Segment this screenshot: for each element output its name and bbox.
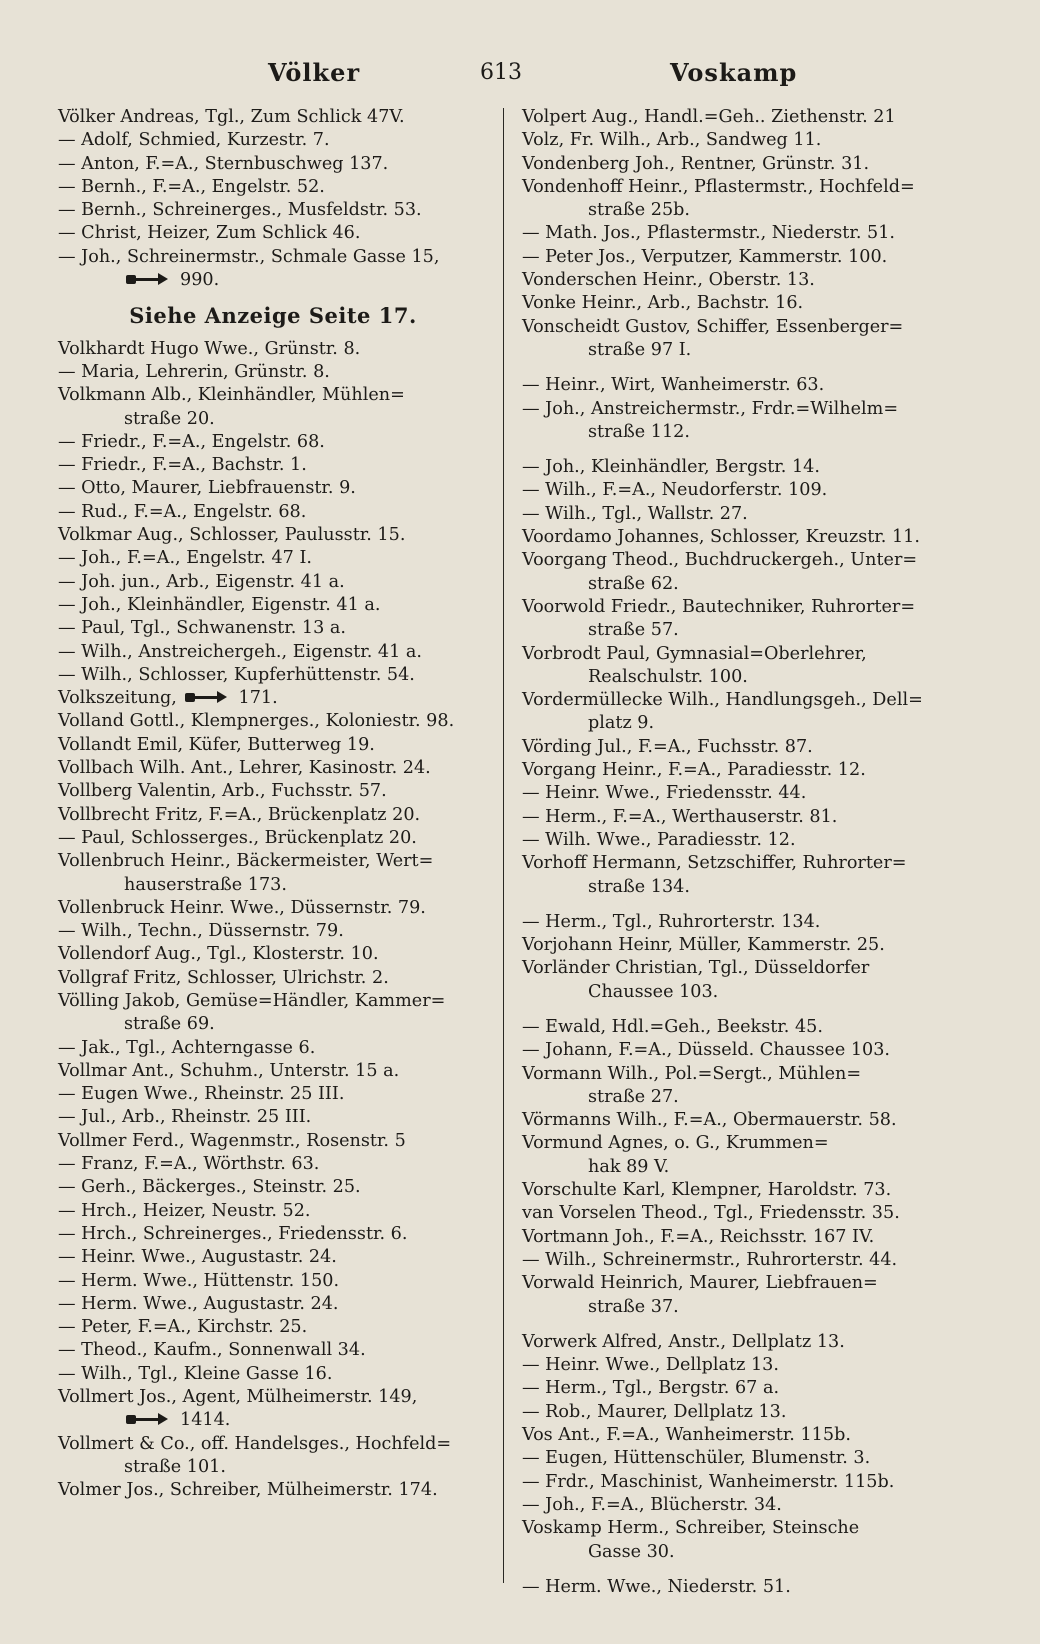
entry-continuation: hak 89 V. bbox=[588, 1156, 670, 1177]
directory-entry: Vollbach Wilh. Ant., Lehrer, Kasinostr. 24. bbox=[58, 758, 431, 779]
telephone-number-text: 990. bbox=[180, 270, 220, 291]
directory-entry: Vörding Jul., F.=A., Fuchsstr. 87. bbox=[522, 736, 813, 757]
directory-entry: Vortmann Joh., F.=A., Reichsstr. 167 IV. bbox=[522, 1226, 875, 1247]
directory-entry: Vordermüllecke Wilh., Handlungsgeh., Dell= bbox=[522, 690, 923, 711]
entry-continuation: platz 9. bbox=[588, 713, 655, 734]
directory-entry: Vorjohann Heinr, Müller, Kammerstr. 25. bbox=[522, 935, 885, 956]
directory-entry: — Jak., Tgl., Achterngasse 6. bbox=[58, 1037, 316, 1058]
directory-entry: — Math. Jos., Pflastermstr., Niederstr. 51. bbox=[522, 223, 896, 244]
directory-entry: — Joh. jun., Arb., Eigenstr. 41 a. bbox=[58, 571, 345, 592]
page-header bbox=[58, 58, 978, 98]
telephone-icon bbox=[183, 688, 233, 706]
directory-entry: — Heinr., Wirt, Wanheimerstr. 63. bbox=[522, 375, 825, 396]
directory-entry: — Maria, Lehrerin, Grünstr. 8. bbox=[58, 361, 330, 382]
directory-entry: Vormund Agnes, o. G., Krummen= bbox=[522, 1133, 829, 1154]
directory-entry: Volkmar Aug., Schlosser, Paulusstr. 15. bbox=[58, 525, 406, 546]
directory-entry: — Friedr., F.=A., Engelstr. 68. bbox=[58, 431, 325, 452]
directory-entry: — Wilh., Tgl., Wallstr. 27. bbox=[522, 503, 748, 524]
directory-entry: Vorwerk Alfred, Anstr., Dellplatz 13. bbox=[522, 1331, 845, 1352]
directory-entry: — Gerh., Bäckerges., Steinstr. 25. bbox=[58, 1177, 361, 1198]
entry-continuation: Gasse 30. bbox=[588, 1541, 675, 1562]
directory-entry: — Wilh. Wwe., Paradiesstr. 12. bbox=[522, 829, 796, 850]
directory-entry: Vonderschen Heinr., Oberstr. 13. bbox=[522, 270, 815, 291]
directory-entry: — Herm., Tgl., Bergstr. 67 a. bbox=[522, 1378, 780, 1399]
entry-continuation: straße 62. bbox=[588, 573, 679, 594]
directory-entry: — Paul, Schlosserges., Brückenplatz 20. bbox=[58, 827, 417, 848]
header-left-keyword: Völker bbox=[268, 58, 361, 87]
directory-entry: — Ewald, Hdl.=Geh., Beekstr. 45. bbox=[522, 1016, 823, 1037]
directory-entry: — Friedr., F.=A., Bachstr. 1. bbox=[58, 455, 307, 476]
entry-continuation: straße 57. bbox=[588, 620, 679, 641]
directory-entry: — Peter Jos., Verputzer, Kammerstr. 100. bbox=[522, 246, 888, 267]
directory-entry: — Adolf, Schmied, Kurzestr. 7. bbox=[58, 130, 330, 151]
directory-entry: Volkhardt Hugo Wwe., Grünstr. 8. bbox=[58, 338, 361, 359]
entry-name: Volkszeitung, bbox=[58, 688, 177, 709]
right-column bbox=[522, 106, 977, 1599]
column-divider bbox=[503, 108, 504, 1583]
directory-entry: Vollendorf Aug., Tgl., Klosterstr. 10. bbox=[58, 944, 379, 965]
directory-entry: Voordamo Johannes, Schlosser, Kreuzstr. 11. bbox=[522, 527, 920, 548]
directory-entry: van Vorselen Theod., Tgl., Friedensstr. 35. bbox=[522, 1203, 900, 1224]
directory-entry: — Eugen Wwe., Rheinstr. 25 III. bbox=[58, 1084, 345, 1105]
directory-entry: — Eugen, Hüttenschüler, Blumenstr. 3. bbox=[522, 1448, 871, 1469]
directory-entry: — Wilh., Tgl., Kleine Gasse 16. bbox=[58, 1363, 333, 1384]
advertisement-notice: Siehe Anzeige Seite 17. bbox=[129, 303, 417, 329]
directory-entry: — Hrch., Schreinerges., Friedensstr. 6. bbox=[58, 1223, 408, 1244]
directory-entry: Vollmer Ferd., Wagenmstr., Rosenstr. 5 bbox=[58, 1130, 406, 1151]
entry-continuation: straße 101. bbox=[124, 1456, 226, 1477]
directory-entry: — Wilh., Techn., Düssernstr. 79. bbox=[58, 921, 344, 942]
directory-entry: — Joh., Schreinermstr., Schmale Gasse 15, bbox=[58, 246, 440, 267]
directory-entry: Vorhoff Hermann, Setzschiffer, Ruhrorter= bbox=[522, 853, 907, 874]
directory-entry: Volmer Jos., Schreiber, Mülheimerstr. 174. bbox=[58, 1480, 438, 1501]
directory-entry: — Johann, F.=A., Düsseld. Chaussee 103. bbox=[522, 1040, 891, 1061]
entry-continuation: straße 112. bbox=[588, 421, 690, 442]
header-right-keyword: Voskamp bbox=[670, 58, 798, 87]
telephone-number-text: 171. bbox=[238, 688, 278, 709]
directory-entry: Vonscheidt Gustov, Schiffer, Essenberger= bbox=[522, 316, 904, 337]
directory-entry: Vorbrodt Paul, Gymnasial=Oberlehrer, bbox=[522, 643, 867, 664]
entry-continuation: straße 27. bbox=[588, 1086, 679, 1107]
directory-entry: Vonke Heinr., Arb., Bachstr. 16. bbox=[522, 293, 804, 314]
entry-continuation: straße 37. bbox=[588, 1296, 679, 1317]
directory-entry: Volland Gottl., Klempnerges., Koloniestr. 98. bbox=[58, 711, 455, 732]
directory-entry: Volpert Aug., Handl.=Geh.. Ziethenstr. 21 bbox=[522, 107, 896, 127]
directory-entry: — Joh., F.=A., Engelstr. 47 I. bbox=[58, 548, 312, 569]
telephone-icon bbox=[124, 270, 174, 288]
directory-entry: — Herm. Wwe., Hüttenstr. 150. bbox=[58, 1270, 340, 1291]
entry-continuation: Chaussee 103. bbox=[588, 981, 719, 1002]
directory-entry: — Christ, Heizer, Zum Schlick 46. bbox=[58, 223, 361, 244]
entry-continuation: hauserstraße 173. bbox=[124, 874, 287, 895]
directory-entry: Volkmann Alb., Kleinhändler, Mühlen= bbox=[58, 385, 405, 406]
directory-entry: Völker Andreas, Tgl., Zum Schlick 47V. bbox=[58, 107, 405, 127]
directory-entry: — Joh., F.=A., Blücherstr. 34. bbox=[522, 1494, 782, 1515]
directory-entry: Vollberg Valentin, Arb., Fuchsstr. 57. bbox=[58, 781, 387, 802]
directory-entry: Vollmar Ant., Schuhm., Unterstr. 15 a. bbox=[58, 1060, 400, 1081]
directory-entry: Vorwald Heinrich, Maurer, Liebfrauen= bbox=[522, 1273, 878, 1294]
directory-entry: — Franz, F.=A., Wörthstr. 63. bbox=[58, 1154, 320, 1175]
directory-entry: — Heinr. Wwe., Friedensstr. 44. bbox=[522, 783, 807, 804]
directory-entry: — Rud., F.=A., Engelstr. 68. bbox=[58, 501, 307, 522]
directory-entry: — Wilh., Schreinermstr., Ruhrorterstr. 44. bbox=[522, 1249, 898, 1270]
directory-entry: — Peter, F.=A., Kirchstr. 25. bbox=[58, 1317, 308, 1338]
directory-entry: — Heinr. Wwe., Augustastr. 24. bbox=[58, 1247, 337, 1268]
directory-entry: — Otto, Maurer, Liebfrauenstr. 9. bbox=[58, 478, 356, 499]
directory-entry: — Herm. Wwe., Augustastr. 24. bbox=[58, 1293, 339, 1314]
telephone-number bbox=[58, 1409, 488, 1432]
entry-continuation: straße 25b. bbox=[588, 200, 690, 221]
directory-entry bbox=[58, 687, 488, 710]
directory-entry: — Herm. Wwe., Niederstr. 51. bbox=[522, 1576, 791, 1597]
entry-continuation: straße 134. bbox=[588, 876, 690, 897]
directory-entry: — Bernh., Schreinerges., Musfeldstr. 53. bbox=[58, 200, 422, 221]
directory-entry: Vorschulte Karl, Klempner, Haroldstr. 73. bbox=[522, 1180, 892, 1201]
directory-entry: — Paul, Tgl., Schwanenstr. 13 a. bbox=[58, 618, 346, 639]
directory-entry: — Joh., Kleinhändler, Bergstr. 14. bbox=[522, 457, 820, 478]
left-column bbox=[58, 106, 488, 1503]
directory-entry: Vondenhoff Heinr., Pflastermstr., Hochfeld= bbox=[522, 176, 915, 197]
entry-continuation: straße 20. bbox=[124, 408, 215, 429]
directory-entry: — Theod., Kaufm., Sonnenwall 34. bbox=[58, 1340, 366, 1361]
directory-entry: Vollenbruch Heinr., Bäckermeister, Wert= bbox=[58, 851, 434, 872]
directory-entry: Vörmanns Wilh., F.=A., Obermauerstr. 58. bbox=[522, 1110, 897, 1131]
directory-entry: Volz, Fr. Wilh., Arb., Sandweg 11. bbox=[522, 130, 822, 151]
directory-entry: Vollandt Emil, Küfer, Butterweg 19. bbox=[58, 734, 375, 755]
telephone-number-text: 1414. bbox=[180, 1410, 231, 1431]
telephone-number bbox=[58, 269, 488, 292]
directory-entry: — Bernh., F.=A., Engelstr. 52. bbox=[58, 176, 325, 197]
directory-entry: Vorgang Heinr., F.=A., Paradiesstr. 12. bbox=[522, 760, 866, 781]
directory-entry: — Jul., Arb., Rheinstr. 25 III. bbox=[58, 1107, 312, 1128]
directory-entry: — Heinr. Wwe., Dellplatz 13. bbox=[522, 1355, 779, 1376]
directory-entry: Voskamp Herm., Schreiber, Steinsche bbox=[522, 1518, 860, 1539]
directory-entry: Vormann Wilh., Pol.=Sergt., Mühlen= bbox=[522, 1063, 862, 1084]
entry-continuation: straße 69. bbox=[124, 1014, 215, 1035]
directory-entry: — Wilh., Anstreichergeh., Eigenstr. 41 a. bbox=[58, 641, 422, 662]
directory-entry: Vollgraf Fritz, Schlosser, Ulrichstr. 2. bbox=[58, 967, 389, 988]
telephone-icon bbox=[124, 1410, 174, 1428]
directory-entry: — Wilh., Schlosser, Kupferhüttenstr. 54. bbox=[58, 664, 415, 685]
directory-entry: — Herm., Tgl., Ruhrorterstr. 134. bbox=[522, 911, 821, 932]
directory-entry: — Joh., Anstreichermstr., Frdr.=Wilhelm= bbox=[522, 398, 899, 419]
directory-entry: Voorgang Theod., Buchdruckergeh., Unter= bbox=[522, 550, 918, 571]
directory-entry: — Herm., F.=A., Werthauserstr. 81. bbox=[522, 806, 838, 827]
directory-entry: Voorwold Friedr., Bautechniker, Ruhrorter= bbox=[522, 596, 916, 617]
directory-entry: — Joh., Kleinhändler, Eigenstr. 41 a. bbox=[58, 594, 381, 615]
directory-entry: Vollbrecht Fritz, F.=A., Brückenplatz 20. bbox=[58, 804, 421, 825]
directory-entry: — Wilh., F.=A., Neudorferstr. 109. bbox=[522, 480, 828, 501]
directory-entry: Vos Ant., F.=A., Wanheimerstr. 115b. bbox=[522, 1425, 851, 1446]
entry-continuation: straße 97 I. bbox=[588, 339, 692, 360]
directory-entry: Vollmert Jos., Agent, Mülheimerstr. 149, bbox=[58, 1387, 418, 1408]
directory-entry: Vondenberg Joh., Rentner, Grünstr. 31. bbox=[522, 153, 870, 174]
directory-entry: Vorländer Christian, Tgl., Düsseldorfer bbox=[522, 958, 870, 979]
directory-entry: — Anton, F.=A., Sternbuschweg 137. bbox=[58, 153, 389, 174]
directory-entry: — Frdr., Maschinist, Wanheimerstr. 115b. bbox=[522, 1471, 895, 1492]
page-number: 613 bbox=[480, 60, 522, 85]
directory-entry: Vollmert & Co., off. Handelsges., Hochfeld= bbox=[58, 1433, 452, 1454]
directory-entry: Vollenbruck Heinr. Wwe., Düssernstr. 79. bbox=[58, 897, 426, 918]
directory-entry: Völling Jakob, Gemüse=Händler, Kammer= bbox=[58, 990, 446, 1011]
directory-entry: — Hrch., Heizer, Neustr. 52. bbox=[58, 1200, 311, 1221]
directory-entry: — Rob., Maurer, Dellplatz 13. bbox=[522, 1401, 787, 1422]
entry-continuation: Realschulstr. 100. bbox=[588, 666, 748, 687]
